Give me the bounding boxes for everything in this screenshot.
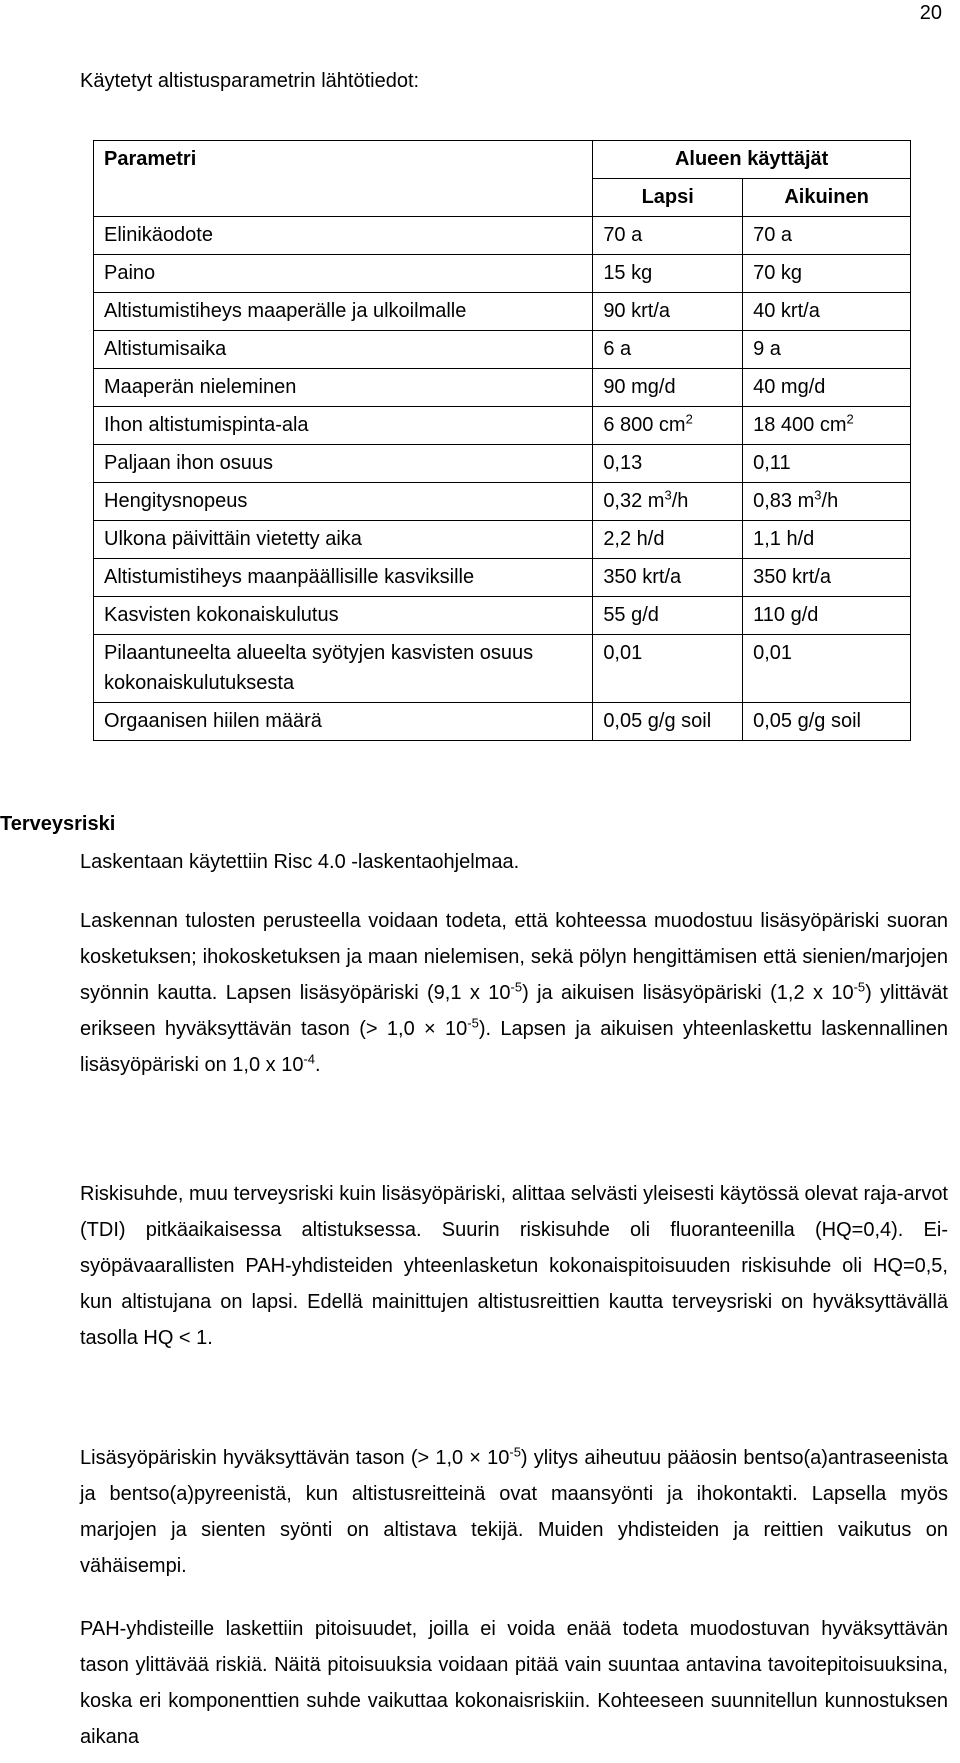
child-value: 0,01 [603, 642, 643, 664]
child-value-cell [593, 521, 743, 559]
adult-value: 70 kg [753, 262, 803, 284]
paragraph-exceedance [80, 1440, 948, 1584]
child-value-cell [593, 703, 743, 741]
child-value: 0,32 m [603, 490, 665, 512]
child-value-exponent: 2 [685, 411, 693, 427]
adult-value: 40 mg/d [753, 376, 826, 398]
child-value: 90 mg/d [603, 376, 676, 398]
table-row [94, 597, 911, 635]
intro-text: Käytetyt altistusparametrin lähtötiedot: [80, 70, 420, 92]
table-row [94, 635, 911, 703]
table-header-row [94, 141, 911, 179]
page-number: 20 [919, 2, 942, 24]
p4-text-b: ) ylitys aiheutuu pääosin bentso(a)antraseenista ja bentso(a)pyreenistä, kun altistusreitteinä ovat maansyönti ja ihokontakti. Lapsella myös marjojen ja sienten syönti on altistava tekijä. Muiden yhdisteiden ja reittien vaikutus on vähäisempi. [80, 1447, 948, 1577]
child-value: 6 800 cm [603, 414, 686, 436]
child-value: 350 krt/a [603, 566, 682, 588]
adult-value-cell [743, 559, 911, 597]
adult-value-cell [743, 635, 911, 703]
parameter-cell: Hengitysnopeus [94, 483, 593, 521]
parameter-cell: Altistumistiheys maaperälle ja ulkoilmalle [94, 293, 593, 331]
adult-value-cell [743, 521, 911, 559]
adult-value: 0,83 m [753, 490, 815, 512]
child-value: 55 g/d [603, 604, 659, 626]
adult-value: 350 krt/a [753, 566, 831, 588]
child-value-cell [593, 635, 743, 703]
table-row [94, 293, 911, 331]
parameter-cell: Altistumistiheys maanpäällisille kasviksille [94, 559, 593, 597]
parameter-cell: Altistumisaika [94, 331, 593, 369]
child-value-cell [593, 217, 743, 255]
adult-value: 70 a [753, 224, 793, 246]
table-row [94, 255, 911, 293]
adult-value-cell [743, 331, 911, 369]
paragraph-target-concentrations: PAH-yhdisteille laskettiin pitoisuudet, joilla ei voida enää todeta muodostuvan hyväksyttävän tason ylittävää riskiä. Näitä pitoisuuksia voidaan pitää vain suuntaa antavina tavoitepitoisuuksina, koska eri komponenttien suhde vaikuttaa kokonaisriskiin. Kohteeseen suunnitellun kunnostuksen aikana [80, 1618, 948, 1748]
p2-text-a: Laskennan tulosten perusteella voidaan todeta, että kohteessa muodostuu lisäsyöpäriski suoran kosketuksen; ihokosketuksen ja maan nielemisen, sekä pölyn hengittämisen että sienien/marjojen syönnin kautta. Lapsen lisäsyöpäriski (9,1 x 10 [80, 910, 948, 1004]
section-heading-terveysriski: Terveysriski [0, 813, 116, 835]
exposure-parameters-table [93, 140, 911, 741]
adult-value: 0,05 g/g soil [753, 710, 861, 732]
header-parameter: Parametri [94, 141, 593, 217]
adult-value-cell [743, 483, 911, 521]
adult-value-cell [743, 217, 911, 255]
adult-value: 40 krt/a [753, 300, 820, 322]
p2-text-d: ). Lapsen ja aikuisen yhteenlaskettu laskennallinen lisäsyöpäriski on 1,0 x 10 [80, 1018, 948, 1076]
child-value-cell [593, 407, 743, 445]
header-adult: Aikuinen [743, 179, 911, 217]
adult-value: 18 400 cm [753, 414, 847, 436]
p2-text-c: ) ylittävät erikseen hyväksyttävän tason (> 1,0 × 10 [80, 982, 948, 1040]
table-row [94, 703, 911, 741]
adult-value: 1,1 h/d [753, 528, 815, 550]
p2-text-e: . [315, 1054, 321, 1076]
table-row [94, 331, 911, 369]
table-row [94, 483, 911, 521]
paragraph-hazard-quotient: Riskisuhde, muu terveysriski kuin lisäsyöpäriski, alittaa selvästi yleisesti käytössä olevat raja-arvot (TDI) pitkäaikaisessa altistuksessa. Suurin riskisuhde oli fluoranteenilla (HQ=0,4). Ei-syöpävaarallisten PAH-yhdisteiden yhteenlasketun kokonaispitoisuuden riskisuhde oli HQ=0,5, kun altistujana on lapsi. Edellä mainittujen altistusreittien kautta terveysriski on hyväksyttävällä tasolla HQ < 1. [80, 1183, 948, 1349]
adult-value-cell [743, 255, 911, 293]
adult-value-cell [743, 703, 911, 741]
adult-value-cell [743, 407, 911, 445]
child-value: 0,13 [603, 452, 643, 474]
table-row [94, 369, 911, 407]
parameter-cell: Paino [94, 255, 593, 293]
header-area-users: Alueen käyttäjät [593, 141, 911, 179]
p2-sup-2: -5 [853, 979, 866, 995]
parameter-cell: Elinikäodote [94, 217, 593, 255]
adult-value-exponent: 3 [814, 487, 822, 503]
child-value-cell [593, 483, 743, 521]
child-value: 90 krt/a [603, 300, 671, 322]
adult-value-unit-suffix: /h [821, 490, 839, 512]
p2-sup-1: -5 [510, 979, 523, 995]
adult-value-cell [743, 445, 911, 483]
table-body [94, 217, 911, 741]
child-value: 15 kg [603, 262, 653, 284]
p4-text-a: Lisäsyöpäriskin hyväksyttävän tason (> 1,0 × 10 [80, 1447, 510, 1469]
child-value-cell [593, 445, 743, 483]
p2-text-b: ) ja aikuisen lisäsyöpäriski (1,2 x 10 [522, 982, 854, 1004]
parameter-cell: Pilaantuneelta alueelta syötyjen kasvisten osuus kokonaiskulutuksesta [94, 635, 593, 703]
paragraph-software: Laskentaan käytettiin Risc 4.0 -laskentaohjelmaa. [80, 851, 520, 873]
paragraph-cancer-risk [80, 903, 948, 1083]
child-value-cell [593, 331, 743, 369]
table-row [94, 521, 911, 559]
child-value-cell [593, 597, 743, 635]
child-value: 2,2 h/d [603, 528, 665, 550]
adult-value: 110 g/d [753, 604, 819, 626]
adult-value-cell [743, 369, 911, 407]
parameter-cell: Ihon altistumispinta-ala [94, 407, 593, 445]
child-value-cell [593, 293, 743, 331]
parameter-cell: Maaperän nieleminen [94, 369, 593, 407]
child-value: 0,05 g/g soil [603, 710, 712, 732]
adult-value-cell [743, 293, 911, 331]
child-value-unit-suffix: /h [671, 490, 689, 512]
header-child: Lapsi [593, 179, 743, 217]
adult-value: 0,01 [753, 642, 793, 664]
adult-value-cell [743, 597, 911, 635]
child-value: 6 a [603, 338, 632, 360]
adult-value: 9 a [753, 338, 781, 360]
parameter-cell: Paljaan ihon osuus [94, 445, 593, 483]
table-row [94, 445, 911, 483]
p4-sup: -5 [509, 1444, 521, 1460]
table-row [94, 559, 911, 597]
adult-value: 0,11 [753, 452, 791, 474]
child-value-cell [593, 559, 743, 597]
parameter-cell: Orgaanisen hiilen määrä [94, 703, 593, 741]
parameter-cell: Ulkona päivittäin vietetty aika [94, 521, 593, 559]
child-value-cell [593, 255, 743, 293]
table-row [94, 217, 911, 255]
table-row [94, 407, 911, 445]
child-value: 70 a [603, 224, 643, 246]
child-value-exponent: 3 [664, 487, 672, 503]
parameter-cell: Kasvisten kokonaiskulutus [94, 597, 593, 635]
adult-value-exponent: 2 [846, 411, 854, 427]
p2-sup-3: -5 [467, 1015, 479, 1031]
p2-sup-4: -4 [303, 1051, 316, 1067]
child-value-cell [593, 369, 743, 407]
